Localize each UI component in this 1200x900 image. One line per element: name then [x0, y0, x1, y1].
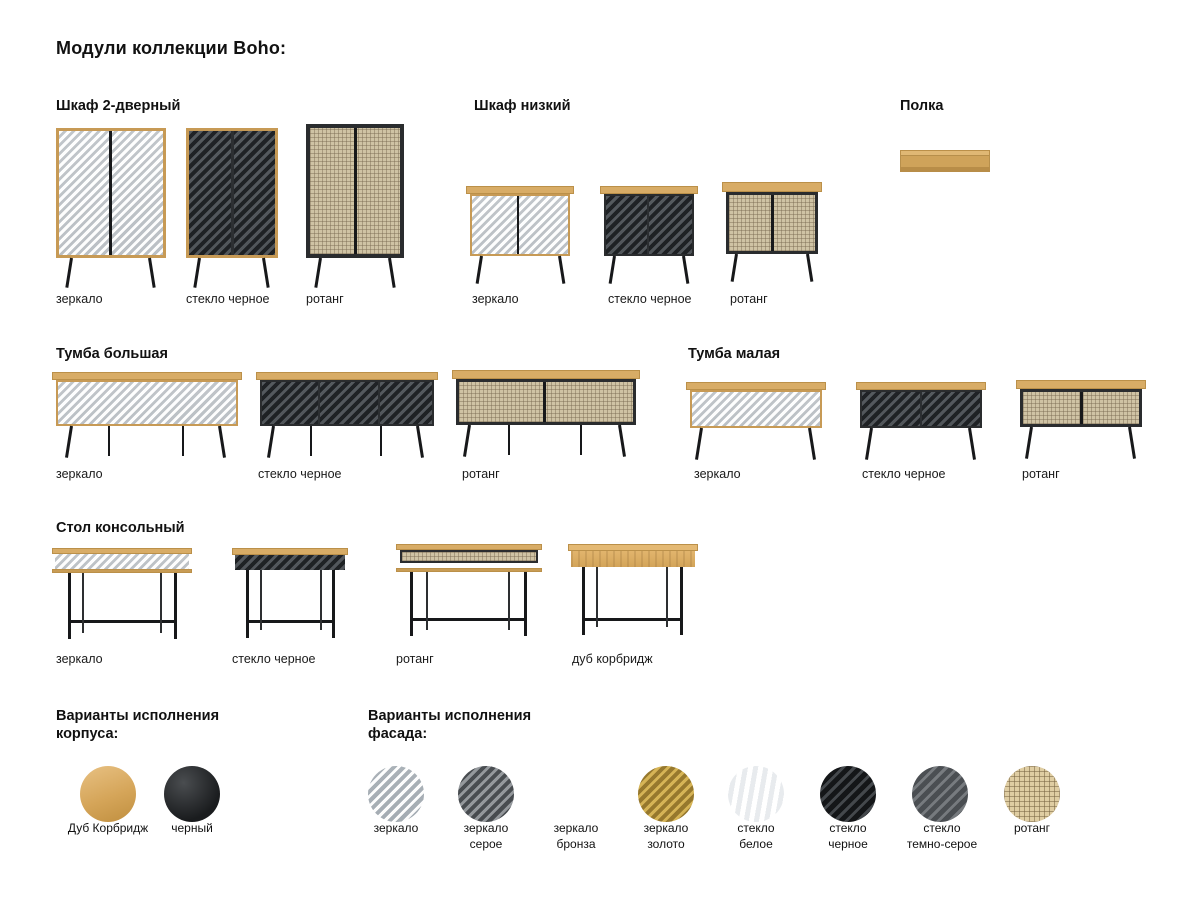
swatch-facade-rattan[interactable] — [1004, 766, 1060, 822]
swatch-facade-mirror-gold-label-1: зеркало — [643, 821, 689, 835]
caption-tumbasmall-blackglass: стекло черное — [862, 467, 946, 481]
product-console-rattan — [396, 544, 542, 642]
swatch-facade-mirror-grey[interactable] — [458, 766, 514, 822]
body-options-heading-line2: корпуса: — [56, 726, 119, 742]
product-wardrobelow-mirror — [466, 186, 574, 286]
product-console-blackglass — [232, 548, 348, 642]
swatch-facade-mirror[interactable] — [368, 766, 424, 822]
product-tumbasmall-mirror — [686, 382, 826, 462]
caption-wardrobelow-mirror: зеркало — [472, 292, 519, 306]
product-wardrobe2-rattan — [306, 124, 404, 289]
caption-tumbasmall-mirror: зеркало — [694, 467, 741, 481]
swatch-facade-mirror-grey-label-1: зеркало — [463, 821, 509, 835]
swatch-facade-glass-black[interactable] — [820, 766, 876, 822]
page-title: Модули коллекции Boho: — [56, 38, 287, 58]
section-heading-wardrobe2: Шкаф 2-дверный — [56, 98, 181, 114]
product-tumbabig-rattan — [452, 370, 640, 460]
caption-wardrobe2-mirror: зеркало — [56, 292, 103, 306]
body-options-heading-line1: Варианты исполнения — [56, 708, 220, 724]
section-heading-shelf: Полка — [900, 98, 944, 114]
caption-console-blackglass: стекло черное — [232, 652, 316, 666]
section-heading-tumba-small: Тумба малая — [688, 346, 781, 362]
caption-wardrobe2-blackglass: стекло черное — [186, 292, 270, 306]
product-wardrobelow-rattan — [722, 182, 822, 286]
swatch-body-oak-label: Дуб Корбридж — [67, 821, 149, 835]
caption-console-mirror: зеркало — [56, 652, 103, 666]
caption-wardrobelow-rattan: ротанг — [730, 292, 768, 306]
product-tumbabig-mirror — [52, 372, 242, 460]
swatch-body-oak[interactable] — [80, 766, 136, 822]
swatch-facade-glass-white-label-1: стекло — [737, 821, 775, 835]
section-heading-console: Стол консольный — [56, 520, 185, 536]
swatch-facade-mirror-bronze-label-1: зеркало — [553, 821, 599, 835]
product-wardrobelow-blackglass — [600, 186, 698, 286]
product-shelf — [900, 150, 990, 176]
product-tumbabig-blackglass — [256, 372, 438, 460]
swatch-body-black[interactable] — [164, 766, 220, 822]
caption-tumbabig-mirror: зеркало — [56, 467, 103, 481]
swatch-facade-mirror-label-1: зеркало — [373, 821, 419, 835]
caption-tumbasmall-rattan: ротанг — [1022, 467, 1060, 481]
caption-wardrobe2-rattan: ротанг — [306, 292, 344, 306]
caption-console-rattan: ротанг — [396, 652, 434, 666]
swatch-facade-glass-black-label-2: черное — [828, 837, 868, 851]
section-heading-wardrobe-low: Шкаф низкий — [474, 98, 571, 114]
swatch-facade-glass-darkgrey-label-1: стекло — [923, 821, 961, 835]
caption-wardrobelow-blackglass: стекло черное — [608, 292, 692, 306]
facade-options-heading-line1: Варианты исполнения — [368, 708, 532, 724]
product-wardrobe2-blackglass — [186, 128, 278, 288]
section-heading-tumba-big: Тумба большая — [56, 346, 168, 362]
swatch-body-black-label: черный — [171, 821, 213, 835]
swatch-facade-mirror-grey-label-2: серое — [469, 837, 503, 851]
swatch-facade-glass-white[interactable] — [728, 766, 784, 822]
product-console-mirror — [52, 548, 192, 642]
swatch-facade-mirror-bronze-label-2: бронза — [556, 837, 596, 851]
product-tumbasmall-rattan — [1016, 380, 1146, 462]
swatch-facade-glass-darkgrey[interactable] — [912, 766, 968, 822]
product-console-oak — [568, 544, 698, 642]
caption-tumbabig-rattan: ротанг — [462, 467, 500, 481]
swatch-facade-mirror-bronze[interactable] — [548, 766, 604, 822]
swatch-facade-mirror-gold[interactable] — [638, 766, 694, 822]
swatch-facade-glass-white-label-2: белое — [739, 837, 773, 851]
caption-console-oak: дуб корбридж — [572, 652, 653, 666]
caption-tumbabig-blackglass: стекло черное — [258, 467, 342, 481]
swatch-facade-mirror-gold-label-2: золото — [647, 837, 685, 851]
swatch-facade-rattan-label-1: ротанг — [1013, 821, 1051, 835]
product-wardrobe2-mirror — [56, 128, 166, 288]
product-tumbasmall-blackglass — [856, 382, 986, 462]
swatch-facade-glass-darkgrey-label-2: темно-серое — [906, 837, 978, 851]
swatch-facade-glass-black-label-1: стекло — [829, 821, 867, 835]
facade-options-heading-line2: фасада: — [368, 726, 428, 742]
